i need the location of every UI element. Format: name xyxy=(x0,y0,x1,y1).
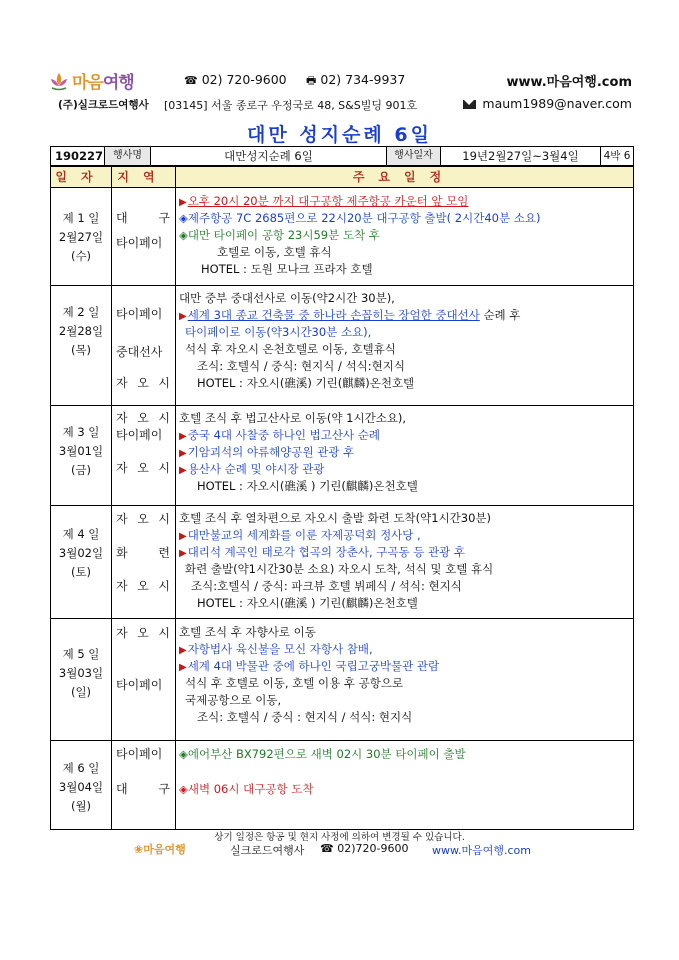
schedule-line: 국제공항으로 이동, xyxy=(185,693,282,707)
day-label: 제 3 일 xyxy=(62,425,100,439)
divider xyxy=(175,187,176,829)
region: 타이페이 xyxy=(116,307,163,321)
region: 타이페이 xyxy=(116,428,163,442)
schedule-line: ▶오후 20시 20분 까지 대구공항 제주항공 카운터 앞 모임 xyxy=(179,194,469,208)
schedule-line: ◈제주항공 7C 2685편으로 22시20분 대구공항 출발( 2시간40분 소요) xyxy=(179,211,541,225)
day-date: 3월02일 xyxy=(58,546,104,560)
schedule-line: 석식 후 자오시 온천호텔로 이동, 호텔휴식 xyxy=(185,342,396,356)
arrow-icon: ▶ xyxy=(179,448,187,459)
phone-icon: ☎ xyxy=(320,842,338,855)
arrow-icon: ▶ xyxy=(179,548,187,559)
arrow-icon: ▶ xyxy=(179,645,187,656)
day-weekday: (일) xyxy=(70,685,92,699)
arrow-icon: ▶ xyxy=(179,311,187,322)
region: 자 오 시 xyxy=(116,461,170,475)
region: 자 오 시 xyxy=(116,512,170,526)
schedule-line: ◈대만 타이페이 공항 23시59분 도착 후 xyxy=(179,228,380,242)
schedule-line: ▶용산사 순례 및 야시장 관광 xyxy=(179,462,325,476)
day-label: 제 2 일 xyxy=(62,305,100,319)
schedule-line: ▶자항법사 육신불을 모신 자항사 참배, xyxy=(179,642,373,656)
header-schedule: 주요일정 xyxy=(352,170,456,184)
region: 중대선사 xyxy=(116,345,163,359)
schedule-line: ◈에어부산 BX792편으로 새벽 02시 30분 타이페이 출발 xyxy=(179,747,466,761)
day-weekday: (목) xyxy=(70,343,92,357)
arrow-icon: ▶ xyxy=(179,431,187,442)
tour-dates: 19년2월27일~3월4일 xyxy=(441,147,601,165)
region: 대 구 xyxy=(116,211,170,225)
day-date: 3월03일 xyxy=(58,666,104,680)
row-divider xyxy=(51,618,633,619)
tour-code: 190227 xyxy=(51,147,105,165)
day-1-cell xyxy=(51,209,111,266)
schedule-line: 호텔 조식 후 법고산사로 이동(약 1시간소요), xyxy=(179,411,407,425)
day-date: 3월01일 xyxy=(58,444,104,458)
diamond-icon: ◈ xyxy=(179,228,188,242)
day-label: 제 6 일 xyxy=(62,761,100,775)
tour-duration: 4박 6 xyxy=(603,150,631,162)
region: 자 오 시 xyxy=(116,579,170,593)
schedule-line: ▶세계 3대 종교 건축물 중 하나라 손꼽히는 장엄한 중대선사 순례 후 xyxy=(179,308,521,322)
day-3-cell xyxy=(51,423,111,480)
website[interactable]: www.마음여행.com xyxy=(506,75,632,90)
day-6-cell xyxy=(51,759,111,816)
email[interactable]: maum1989@naver.com xyxy=(463,96,632,111)
fax-number: 🖶 02) 734-9937 xyxy=(306,72,406,87)
header-day: 일자 xyxy=(51,167,112,187)
footer-logo: ❀마음여행 xyxy=(134,843,186,856)
footer-note: 상기 일정은 항공 및 현지 사정에 의하여 변경될 수 있습니다. xyxy=(214,832,465,843)
region: 타이페이 xyxy=(116,747,163,761)
arrow-icon: ▶ xyxy=(179,662,187,673)
day-weekday: (월) xyxy=(70,799,92,813)
row-divider xyxy=(51,505,633,506)
day-weekday: (토) xyxy=(70,565,92,579)
arrow-icon: ▶ xyxy=(179,465,187,476)
envelope-icon xyxy=(463,100,476,109)
day-weekday: (수) xyxy=(70,249,92,263)
phone-icon: ☎ xyxy=(184,74,198,87)
schedule-line: 조식: 호텔식 / 중식: 현지식 / 석식:현지식 xyxy=(197,359,405,373)
schedule-line: 화련 출발(약1시간30분 소요) 자오시 도착, 석식 및 호텔 휴식 xyxy=(185,562,494,576)
schedule-line: 호텔 조식 후 열차편으로 자오시 출발 화련 도착(약1시간30분) xyxy=(179,511,492,525)
company-name: (주)실크로드여행사 xyxy=(58,99,149,111)
arrow-icon: ▶ xyxy=(179,197,187,208)
day-5-cell xyxy=(51,645,111,702)
tour-name-label: 행사명 xyxy=(105,147,151,165)
day-label: 제 5 일 xyxy=(62,647,100,661)
schedule-line: ▶대리석 계곡인 태로각 협곡의 장춘사, 구곡동 등 관광 후 xyxy=(179,545,465,559)
divider xyxy=(111,187,112,829)
region: 자 오 시 xyxy=(116,626,170,640)
diamond-icon: ◈ xyxy=(179,782,188,796)
diamond-icon: ◈ xyxy=(179,211,188,225)
region: 자 오 시 xyxy=(116,411,170,425)
schedule-line: ▶중국 4대 사찰중 하나인 법고산사 순례 xyxy=(179,428,380,442)
schedule-line: 조식:호텔식 / 중식: 파크뷰 호텔 뷔페식 / 석식: 현지식 xyxy=(191,579,462,593)
schedule-line: HOTEL : 자오시(礁溪) 기린(麒麟)온천호텔 xyxy=(197,376,415,390)
lotus-icon: ❀ xyxy=(134,843,144,856)
day-label: 제 4 일 xyxy=(62,527,100,541)
header-region: 지역 xyxy=(111,167,176,187)
phone-number: ☎ 02) 720-9600 xyxy=(184,72,287,87)
region: 화 련 xyxy=(116,546,170,560)
schedule-line: 타이페이로 이동(약3시간30분 소요), xyxy=(185,325,372,339)
logo-text: 마음여행 xyxy=(72,73,134,93)
schedule-line: HOTEL : 자오시(礁溪 ) 기린(麒麟)온천호텔 xyxy=(197,596,418,610)
lotus-icon xyxy=(48,70,70,92)
row-divider xyxy=(51,405,633,406)
row-divider xyxy=(51,285,633,286)
schedule-line: ▶세계 4대 박물관 중에 하나인 국립고궁박물관 관람 xyxy=(179,659,440,673)
diamond-icon: ◈ xyxy=(179,747,188,761)
footer-website[interactable]: www.마음여행.com xyxy=(432,844,531,857)
fax-icon: 🖶 xyxy=(306,74,317,87)
region: 타이페이 xyxy=(116,236,163,250)
schedule-line: HOTEL : 자오시(礁溪 ) 기린(麒麟)온천호텔 xyxy=(197,479,418,493)
letterhead xyxy=(46,66,636,116)
day-weekday: (금) xyxy=(70,463,92,477)
row-divider xyxy=(51,740,633,741)
footer-company: 실크로드여행사 xyxy=(230,844,305,857)
schedule-line: 호텔로 이동, 호텔 휴식 xyxy=(217,245,332,259)
schedule-line: ▶기암괴석의 야류해양공원 관광 후 xyxy=(179,445,355,459)
region: 대 구 xyxy=(116,782,170,796)
tour-date-label: 행사일자 xyxy=(387,147,441,165)
footer-phone: ☎ 02)720-9600 xyxy=(320,842,409,855)
itinerary-table xyxy=(50,166,634,830)
address: [03145] 서울 종로구 우정국로 48, S&S빌딩 901호 xyxy=(164,99,418,112)
schedule-line: 석식 후 호텔로 이동, 호텔 이용 후 공항으로 xyxy=(185,676,404,690)
schedule-line: 조식: 호텔식 / 중식 : 현지식 / 석식: 현지식 xyxy=(197,710,413,724)
schedule-line: 대만 중부 중대선사로 이동(약2시간 30분), xyxy=(179,291,395,305)
schedule-line: 호텔 조식 후 자향사로 이동 xyxy=(179,625,316,639)
day-4-cell xyxy=(51,525,111,582)
region: 자 오 시 xyxy=(116,376,170,390)
table-header xyxy=(51,167,633,188)
schedule-line: HOTEL : 도원 모나크 프라자 호텔 xyxy=(201,262,373,276)
page-title: 대만 성지순례 6일 xyxy=(247,124,432,146)
arrow-icon: ▶ xyxy=(179,531,187,542)
day-date: 2월27일 xyxy=(58,230,104,244)
tour-name: 대만성지순례 6일 xyxy=(151,147,387,165)
region: 타이페이 xyxy=(116,678,163,692)
day-date: 2월28일 xyxy=(58,324,104,338)
schedule-line: ◈새벽 06시 대구공항 도착 xyxy=(179,782,314,796)
company-logo xyxy=(46,68,166,96)
day-2-cell xyxy=(51,303,111,360)
day-date: 3월04일 xyxy=(58,780,104,794)
schedule-line: ▶대만불교의 세계화를 이룬 자제공덕회 정사당 , xyxy=(179,528,421,542)
day-label: 제 1 일 xyxy=(62,211,100,225)
footer-bar xyxy=(134,841,554,857)
tour-info-row xyxy=(50,146,634,166)
